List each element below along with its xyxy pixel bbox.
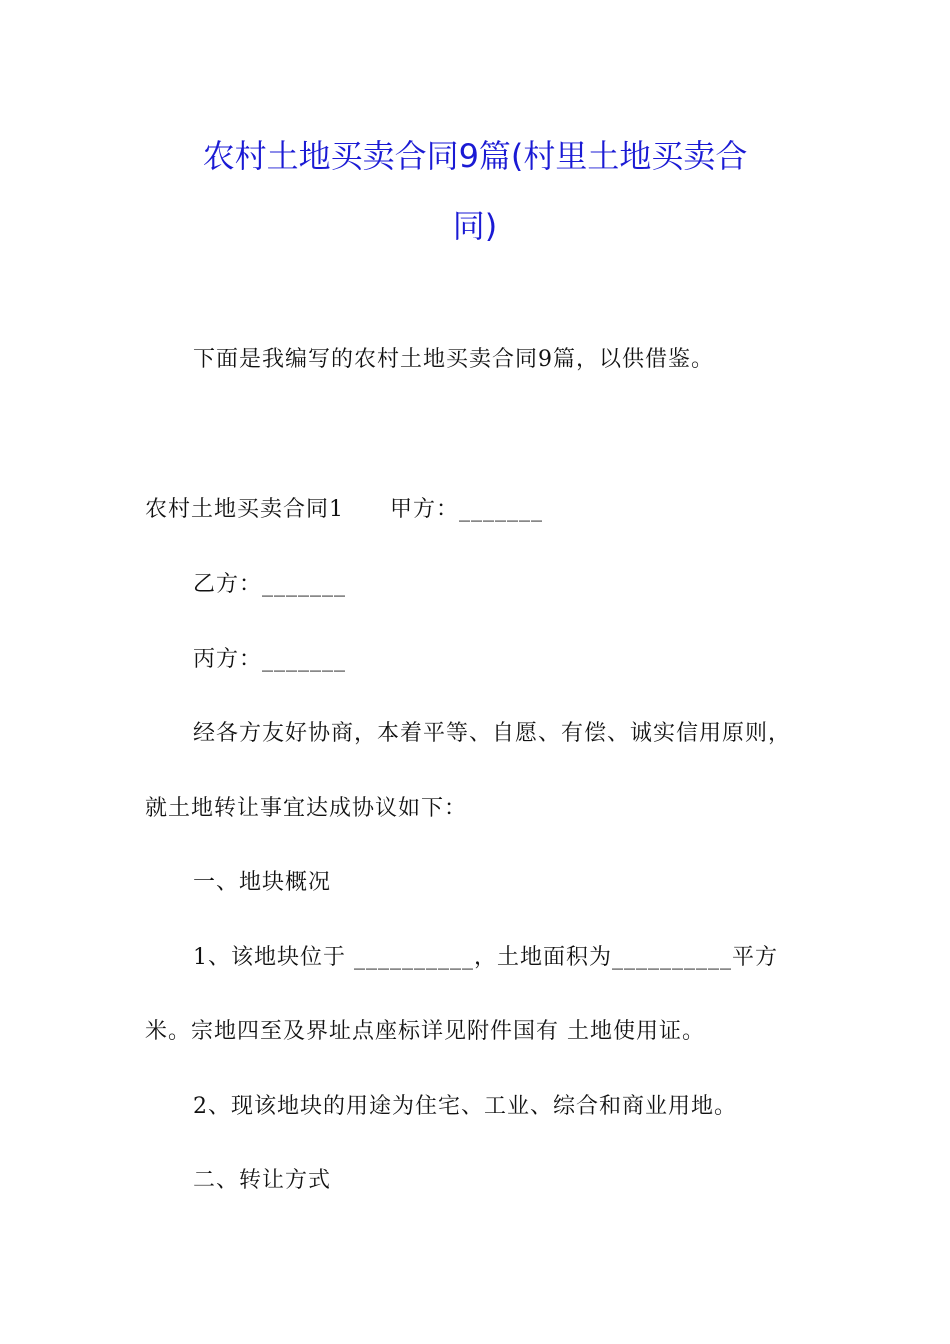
section-heading-2: 二、转让方式: [193, 1168, 332, 1193]
party-c-line: 丙方：_______: [193, 647, 347, 672]
clause-1-line-2: 米。宗地四至及界址点座标详见附件国有 土地使用证。: [145, 1019, 705, 1044]
intro-paragraph: 下面是我编写的农村土地买卖合同9篇，以供借鉴。: [193, 347, 714, 372]
section-heading-1: 一、地块概况: [193, 870, 332, 895]
clause-1-line-1: 1、该地块位于 __________，土地面积为__________平方: [193, 945, 778, 970]
clause-2: 2、现该地块的用途为住宅、工业、综合和商业用地。: [193, 1094, 737, 1119]
contract-heading-party-a: 农村土地买卖合同1 甲方：_______: [145, 497, 543, 522]
document-title-line-1: 农村土地买卖合同9篇(村里土地买卖合: [202, 137, 748, 175]
agreement-paragraph-line-2: 就土地转让事宜达成协议如下：: [145, 796, 468, 821]
document-title-line-2: 同): [452, 207, 498, 245]
agreement-paragraph-line-1: 经各方友好协商，本着平等、自愿、有偿、诚实信用原则，: [193, 721, 792, 746]
party-b-line: 乙方：_______: [193, 572, 347, 597]
